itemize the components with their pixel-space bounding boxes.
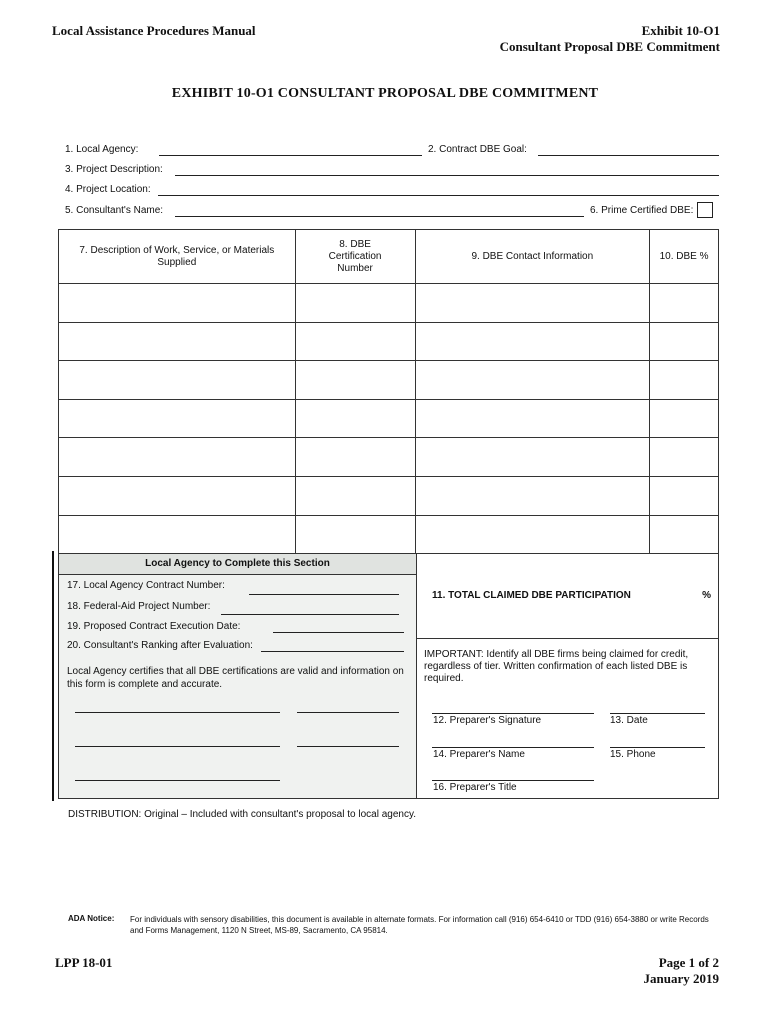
table-row	[59, 284, 719, 323]
form-number: LPP 18-01	[55, 955, 113, 970]
agency-signature-line-3[interactable]	[75, 780, 280, 781]
certification-cell[interactable]	[295, 476, 415, 515]
total-participation-row	[417, 554, 718, 639]
preparer-phone-field[interactable]	[610, 747, 705, 748]
certification-cell[interactable]	[295, 361, 415, 400]
execution-date-label: 19. Proposed Contract Execution Date:	[67, 621, 241, 632]
preparer-signature-label: 12. Preparer's Signature	[433, 715, 542, 726]
col-certification	[295, 230, 415, 284]
preparer-title-field[interactable]	[432, 780, 594, 781]
federal-aid-label: 18. Federal-Aid Project Number:	[67, 601, 211, 612]
percent-cell[interactable]	[650, 399, 719, 438]
page-title: EXHIBIT 10-O1 CONSULTANT PROPOSAL DBE COMMITMENT	[171, 86, 599, 101]
col-certification-label: 8. DBE Certification Number	[328, 238, 382, 274]
manual-title: Local Assistance Procedures Manual	[52, 23, 256, 38]
page-footer	[644, 955, 719, 987]
percent-cell[interactable]	[650, 284, 719, 323]
ranking-label: 20. Consultant's Ranking after Evaluation:	[67, 640, 253, 651]
table-header-row	[59, 230, 719, 284]
consultant-name-label: 5. Consultant's Name:	[65, 205, 164, 216]
ranking-field[interactable]	[261, 651, 404, 652]
preparer-name-field[interactable]	[432, 747, 594, 748]
description-cell[interactable]	[59, 399, 296, 438]
col-description	[59, 230, 296, 284]
contact-cell[interactable]	[415, 476, 650, 515]
contact-cell[interactable]	[415, 361, 650, 400]
certification-cell[interactable]	[295, 438, 415, 477]
description-cell[interactable]	[59, 284, 296, 323]
table-row	[59, 322, 719, 361]
federal-aid-field[interactable]	[221, 614, 399, 615]
local-agency-section	[59, 554, 417, 798]
contact-cell[interactable]	[415, 284, 650, 323]
important-note: IMPORTANT: Identify all DBE firms being claimed for credit, regardless of tier. Written confirmation of each listed DBE is required.	[424, 649, 689, 684]
total-participation-percent: %	[702, 590, 711, 601]
table-row	[59, 399, 719, 438]
ada-notice-label: ADA Notice:	[68, 914, 115, 923]
agency-signature-line-2[interactable]	[75, 746, 280, 747]
preparer-title-label: 16. Preparer's Title	[433, 782, 517, 793]
agency-signature-line-1[interactable]	[75, 712, 280, 713]
certification-cell[interactable]	[295, 322, 415, 361]
prime-certified-checkbox[interactable]	[697, 202, 713, 218]
certification-statement: Local Agency certifies that all DBE certifications are valid and information on this form is complete and accurate.	[67, 666, 404, 690]
page-number: Page 1 of 2	[658, 955, 719, 970]
contact-cell[interactable]	[415, 515, 650, 554]
project-description-field[interactable]	[175, 175, 719, 176]
local-agency-heading: Local Agency to Complete this Section	[59, 554, 416, 575]
agency-date-line-1[interactable]	[297, 712, 399, 713]
preparer-date-label: 13. Date	[610, 715, 648, 726]
contact-cell[interactable]	[415, 438, 650, 477]
preparer-name-label: 14. Preparer's Name	[433, 749, 525, 760]
col-percent-label: 10. DBE %	[659, 250, 709, 262]
project-description-label: 3. Project Description:	[65, 164, 163, 175]
preparer-date-field[interactable]	[610, 713, 705, 714]
total-participation-label: 11. TOTAL CLAIMED DBE PARTICIPATION	[432, 590, 631, 601]
contact-cell[interactable]	[415, 322, 650, 361]
percent-cell[interactable]	[650, 515, 719, 554]
certification-cell[interactable]	[295, 284, 415, 323]
prime-certified-label: 6. Prime Certified DBE:	[590, 205, 694, 216]
project-location-field[interactable]	[158, 195, 719, 196]
contract-number-label: 17. Local Agency Contract Number:	[67, 580, 225, 591]
revision-date: January 2019	[643, 971, 719, 986]
description-cell[interactable]	[59, 322, 296, 361]
consultant-name-field[interactable]	[175, 216, 584, 217]
col-description-label: 7. Description of Work, Service, or Materials Supplied	[79, 244, 275, 268]
bottom-section	[58, 553, 719, 799]
table-row	[59, 438, 719, 477]
contract-goal-label: 2. Contract DBE Goal:	[428, 144, 527, 155]
local-agency-field[interactable]	[159, 155, 422, 156]
certification-cell[interactable]	[295, 399, 415, 438]
exhibit-header	[500, 23, 720, 55]
agency-date-line-2[interactable]	[297, 746, 399, 747]
description-cell[interactable]	[59, 515, 296, 554]
preparer-phone-label: 15. Phone	[610, 749, 656, 760]
percent-cell[interactable]	[650, 438, 719, 477]
dbe-table	[58, 229, 719, 554]
table-row	[59, 361, 719, 400]
margin-rule	[52, 551, 54, 801]
percent-cell[interactable]	[650, 361, 719, 400]
exhibit-number: Exhibit 10-O1	[641, 23, 720, 38]
table-row	[59, 476, 719, 515]
exhibit-subtitle: Consultant Proposal DBE Commitment	[499, 39, 720, 54]
certification-cell[interactable]	[295, 515, 415, 554]
contract-goal-field[interactable]	[538, 155, 719, 156]
contract-number-field[interactable]	[249, 594, 399, 595]
col-contact	[415, 230, 650, 284]
contact-cell[interactable]	[415, 399, 650, 438]
description-cell[interactable]	[59, 438, 296, 477]
description-cell[interactable]	[59, 361, 296, 400]
preparer-signature-field[interactable]	[432, 713, 594, 714]
description-cell[interactable]	[59, 476, 296, 515]
local-agency-label: 1. Local Agency:	[65, 144, 139, 155]
execution-date-field[interactable]	[273, 632, 404, 633]
table-row	[59, 515, 719, 554]
project-location-label: 4. Project Location:	[65, 184, 151, 195]
col-contact-label: 9. DBE Contact Information	[471, 250, 594, 262]
percent-cell[interactable]	[650, 476, 719, 515]
distribution-note: DISTRIBUTION: Original – Included with consultant's proposal to local agency.	[68, 809, 416, 820]
col-percent	[650, 230, 719, 284]
ada-notice-text: For individuals with sensory disabilities, this document is available in alternate formats. For information call (916) 654-6410 or TDD (916) 654-3880 or write Records and Forms Management, 1120 N Street, MS-89, Sacramento, CA 95814.	[130, 915, 709, 935]
percent-cell[interactable]	[650, 322, 719, 361]
